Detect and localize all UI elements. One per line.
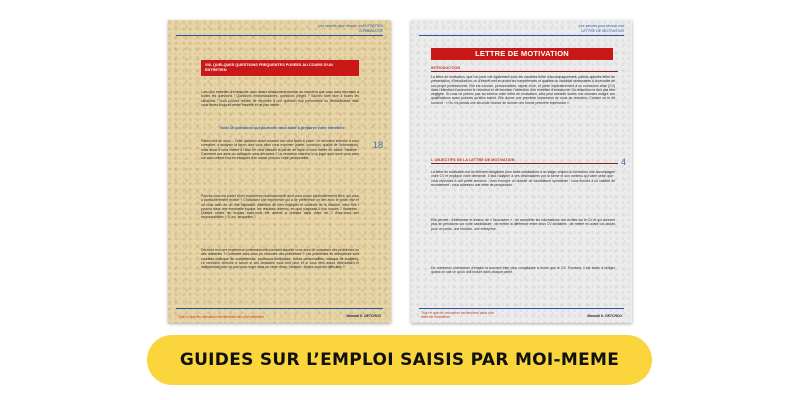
header-rule [419, 35, 624, 36]
document-page-left [168, 20, 391, 323]
footer-note: Tout ce que les recruteurs recherchent dans une lettre de motivation [421, 310, 494, 319]
question-paragraph-1: Parlez-moi de vous… Cette question arrive souvent car c'est facile à poser : le recruteur cherche à vous connaître, à analyser la façon dont vous allez vous exprimer (clarté, concision, qualité de l'information), mais aussi à vous mettre à l'aise en vous laissant la parole de façon à vous mettre en valeur. Variante : Comment vos amis ou collègues vous décrivent ? Le recruteur cherche ici à juger quel recul vous avez sur vous-même tout en essayant d'en savoir plus sur votre personnalité. [201, 139, 359, 161]
objectives-paragraph: La lettre de motivation est un élément obligatoire pour toute candidature à un stage, emploi ou formation, elle accompagne votre CV et explique votre demande. Il faut l'adapter à ses destinataires par la forme et son contenu qui varie selon que : vous répondez à une petite annonce ; vous envoyez un dossier de candidature spontanée ; vous écrivez à un cabinet de recrutement ; vous adressez une lettre de prospection. [431, 170, 615, 187]
question-paragraph-3: Décrivez moi une expérience professionnelle pendant laquelle vous avez dû surpasser des problèmes ou des obstacles ? Comment avez-vous pu résoudre ces problèmes ? Les problèmes en entreprises sont courants (manque de compétences, processus inefficaces, forces personnalités, manque de budgets). Le recruteur cherche à savoir si ces obstacles vous font peur et si vous êtes assez débrouillard et indépendant pour ne pas vous noyer dans un verre d'eau. Variante : Aimez-vous les difficultés ? [201, 248, 359, 270]
sub-heading: Voici 10 questions qui pourront vous aider à préparer votre entretien : [220, 126, 347, 130]
intro-paragraph: Lors d'un entretien d'embauche vous devez absolument montrer au recruteur que vous avez réponses à toutes les questions ! Questions embarrassantes, questions pièges ? Sachez faire face à toutes les situations ! Vous pouvez refuser de répondre à une question trop personnelle ou déstabilisante mais vous devez toujours rester honnête et ne pas mentir. [201, 90, 359, 107]
guides-banner-label: GUIDES SUR L’EMPLOI SAISIS PAR MOI-MEME [179, 350, 620, 370]
footer-author: Mamadi K. DETCHOU [587, 314, 622, 318]
document-page-right [411, 20, 632, 323]
header-rule [176, 35, 383, 36]
section-rule [431, 163, 618, 164]
footer-note: Tout ce que les recruteurs recherchent lors d'un entretien [178, 314, 264, 319]
objectives-list: Elle permet : d'intéresser le lecteur, de « l'accrocher » ; de compléter les informations non écrites sur le CV et qui donnent plus de précisions sur votre candidature ; de mettre la différence entre deux CV similaires ; de mettre en avant vos atouts pour un poste, une fonction, une entreprise. [431, 218, 615, 231]
page-header: Les secrets pour réussir une LETTRE DE MOTIVATION [578, 24, 624, 33]
title-banner: LETTRE DE MOTIVATION [431, 48, 613, 60]
footer-rule [419, 308, 624, 309]
intro-paragraph: La lettre de motivation, que l'on peut voir également sous les vocables lettre d'accompagnement, parfois appelée lettre de présentation, d'introduction, ou d'intérêt met en avant les compétences et qualités du candidat nécessaires à la réussite de son projet professionnel. Elle est concise, personnalisée, rapide à lire, et jointe impérativement à un curriculum vitae (CV) dans l'intention d'accrocher le recruteur et de favoriser l'obtention d'un entretien d'embauche. Sa rédaction ne doit pas être négligée. Si vous ne prenez pas au sérieux votre lettre de motivation, cela peut anéantir toutes vos chances malgré vos qualifications aussi poinues qu'elles soient. Elle donne une première impression de vous au recruteur. Comme on le dit souvent : « On n'a jamais une seconde chance de donner une bonne première impression ». [431, 75, 615, 105]
section-heading-introduction: INTRODUCTION [431, 66, 461, 70]
page-number: 18 [373, 140, 384, 150]
section-rule [431, 71, 618, 72]
page-header: Les secrets pour réussir un ENTRETIEN D'EMBAUCHE [318, 24, 383, 33]
page-number: 4 [621, 157, 627, 167]
footer-author: Mamadi K. DETCHOU [346, 314, 381, 318]
footer-rule [176, 308, 383, 309]
section-banner: VIII- QUELQUES QUESTIONS FREQUENTES POSEES AU COURS D'UN ENTRETIEN [201, 60, 359, 76]
question-paragraph-2: Pouvez-vous me parler d'une expérience professionnelle dont vous soyez particulièrement fière, qui vous a particulièrement motivé ? Choisissez une expérience qui a de préférence un lien avec le poste visé et où vous avez eu un rôle important. Attention de bien expliquer le contexte de la mission, votre rôle / pouvoir dans une éventuelle équipe, les résultats obtenus, en quoi s'agissait-il d'un succès ? Variantes : Quelles sortes de risques avez-vous été amené à prendre dans votre vie ? Avez-vous des responsabilités ? Si oui, lesquelles ? [201, 194, 359, 220]
closing-paragraph: De nombreux chercheurs d'emploi la trouvent bien plus compliquée à écrire que le CV. Pourtant, il est facile à rédiger quand on sait ce qu'on doit inclure dans chaque partie. [431, 266, 615, 275]
guides-banner-button[interactable] [147, 335, 652, 385]
section-heading-objectives: I- OBJECTIFS DE LA LETTRE DE MOTIVATION [431, 158, 515, 162]
